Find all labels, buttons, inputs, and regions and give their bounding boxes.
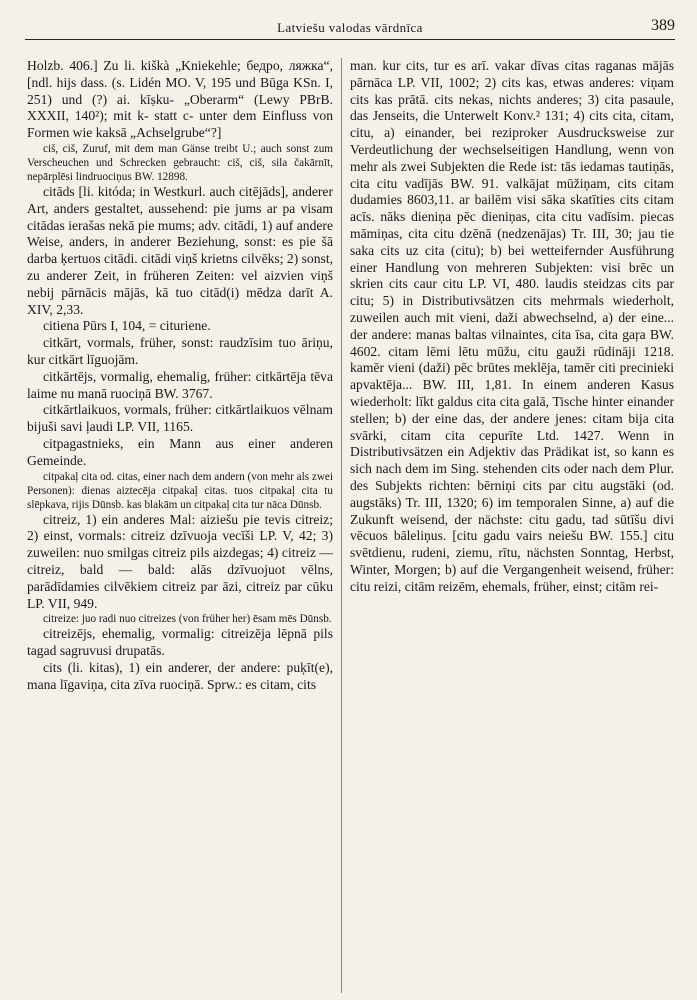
page-header <box>25 12 675 40</box>
entry-paragraph: citkārt, vormals, früher, sonst: raudzīsim tuo āriņu, kur citkārt līguojām. <box>27 335 333 367</box>
entry-paragraph: cits (li. kitas), 1) ein anderer, der andere: puķīt(e), mana līgaviņa, cita zīva ruociņā. Sprw.: es citam, cits <box>27 659 333 692</box>
entry-paragraph: Holzb. 406.] Zu li. kiškà „Kniekehle; бедро, ляжка“, [ndl. hijs dass. (s. Lidén MO. V, 195 und Būga KSn. I, 251) und (?) ai. kīṣku- „Oberarm“ (Lewy PBrB. XXXII, 140²); mit k- statt c- unter dem Einfluss von Formen wie kaksā „Achselgrube“?] <box>27 58 333 141</box>
running-title: Latviešu valodas vārdnīca <box>277 20 423 35</box>
entry-paragraph: citreiz, 1) ein anderes Mal: aiziešu pie tevis citreiz; 2) einst, vormals: citreiz dzīvuoja vecīši LP. V, 42; 3) zuweilen: nuo smilgas citreiz pils aizdegas; 4) citreiz — citreiz, bald — bald: alās dzīvuojuot vēlns, parādīdamies cilvēkiem citreiz par āzi, citreiz par cūku LP. VII, 949. <box>27 511 333 611</box>
entry-paragraph: ciš, ciš, Zuruf, mit dem man Gänse treibt U.; auch sonst zum Verscheuchen und Schrecken gebraucht: ciš, ciš, sila čakārnīt, nepārplēsi lindruociņus BW. 12898. <box>27 142 333 183</box>
page-number: 389 <box>651 17 675 34</box>
right-column <box>350 58 674 993</box>
entry-paragraph: citkārtējs, vormalig, ehemalig, früher: citkārtēja tēva laime nu manā ruociņā BW. 3767. <box>27 368 333 401</box>
entry-paragraph: man. kur cits, tur es arī. vakar dīvas citas raganas mājās pārnāca LP. VII, 1002; 2) cits kas, etwas anderes: viņam cits kas prātā. cits nekas, nichts anderes; 3) cita pasaule, das Jenseits, die Unterwelt Konv.² 131; 4) cits cita, citam, citu, a) einander, bei reziproker Ausdrucksweise zur Verdeutlichung der wechselseitigen Handlung, wenn von mehr als zwei Subjekten die Rede ist: tās iedamas tautiņās, cita citu vadījās BW. 91. valkājat mūžiņam, cits citam dudamies 8603,11. ar bailēm visi sāka skatīties cits citam acīs. nāks dieniņa pēc dieniņas, cita citu vadīsim. piecas māmiņas, cita citu dzēnā (nedzenājas) Tr. III, 30; jau tie saka cits uz cita (citu); b) bei wetteifernder Ausführung einer Handlung von mehreren Subjekten: visi brēc un skrien cits caur citu LP. VI, 480. laudis steidzas cits par citu; 5) in Distributivsätzen cits mehrmals wiederholt, zuweilen auch mit vieni, daži abwechselnd, a) der eine... der andere: manas baltas vilnaintes, cita īsa, cita gaŗa BW. 4602. citam lēmi lētu mūžu, citu gauži rūdināji 1218. kamēr vieni (daži) pēc brūtes meklēja, tamēr citi precinieki apvaktēja... BW. III, 1,81. In einem anderen Kasus wiederholt: līkt galdus cita cita galā, Tische hinter einander stellen; b) der eine das, der andere jenes: citam bija cita svārki, citam cita cepurīte Ltd. 1427. Wenn in Distributivsätzen ein Adjektiv das Prädikat ist, so kann es sich nach dem im Sing. stehenden cits oder nach dem Plur. des Subjekts richten: bērniņi cits par citu augstāki (od. augstāks) Tr. III, 1320; 6) im temporalen Sinne, a) auf die Zukunft weisend, der nächste: citu gadu, tad sūtīšu divi vēcuos bāleliņus. [citu gadu vairs neiešu BW. 155.] citu svētdienu, rudeni, ziemu, rītu, nächsten Sonntag, Herbst, Winter, Morgen; b) auf die Vergangenheit weisend, früher: citu reizi, citām reizēm, ehemals, früher, einst; citām rei- <box>350 58 674 594</box>
entry-paragraph: citreizējs, ehemalig, vormalig: citreizēja lēpnā pils tagad sagruvusi drupatās. <box>27 626 333 659</box>
entry-paragraph: citreize: juo radi nuo citreizes (von früher her) ēsam mēs Dūnsb. <box>43 613 332 626</box>
entry-paragraph: citkārtlaikuos, vormals, früher: citkārtlaikuos vēlnam bijuši savi ļaudi LP. VII, 1165. <box>27 402 333 435</box>
entry-paragraph: citpagastnieks, ein Mann aus einer anderen Gemeinde. <box>27 435 333 468</box>
entry-paragraph: citiena Pūrs I, 104, = cituriene. <box>43 318 211 334</box>
column-divider <box>341 58 342 993</box>
entry-paragraph: citāds [li. kitóda; in Westkurl. auch citējāds], anderer Art, anders gestaltet, aussehend: pie jums ar pa visam citādas ierašas nekā pie mums; adv. citādi, 1) auf andere Weise, anders, in anderer Beziehung, sonst: es pie šā darba ķertuos citādi. citādi viņš krietns cilvēks; 2) sonst, zu anderer Zeit, in früheren Zeiten: vel aizvien viņš nebij pārnācis mājās, kā tuo citād(i) mēdza darīt A. XIV, 2,33. <box>27 183 333 317</box>
entry-paragraph: citpakaļ cita od. citas, einer nach dem andern (von mehr als zwei Personen): dienas aiztecēja citpakaļ citas. tuos citpakaļ cita tu slēpkava, rijis Dūnsb. kas blakām un citpakaļ cita tur nāca Dūnsb. <box>27 470 333 511</box>
left-column <box>27 58 333 993</box>
